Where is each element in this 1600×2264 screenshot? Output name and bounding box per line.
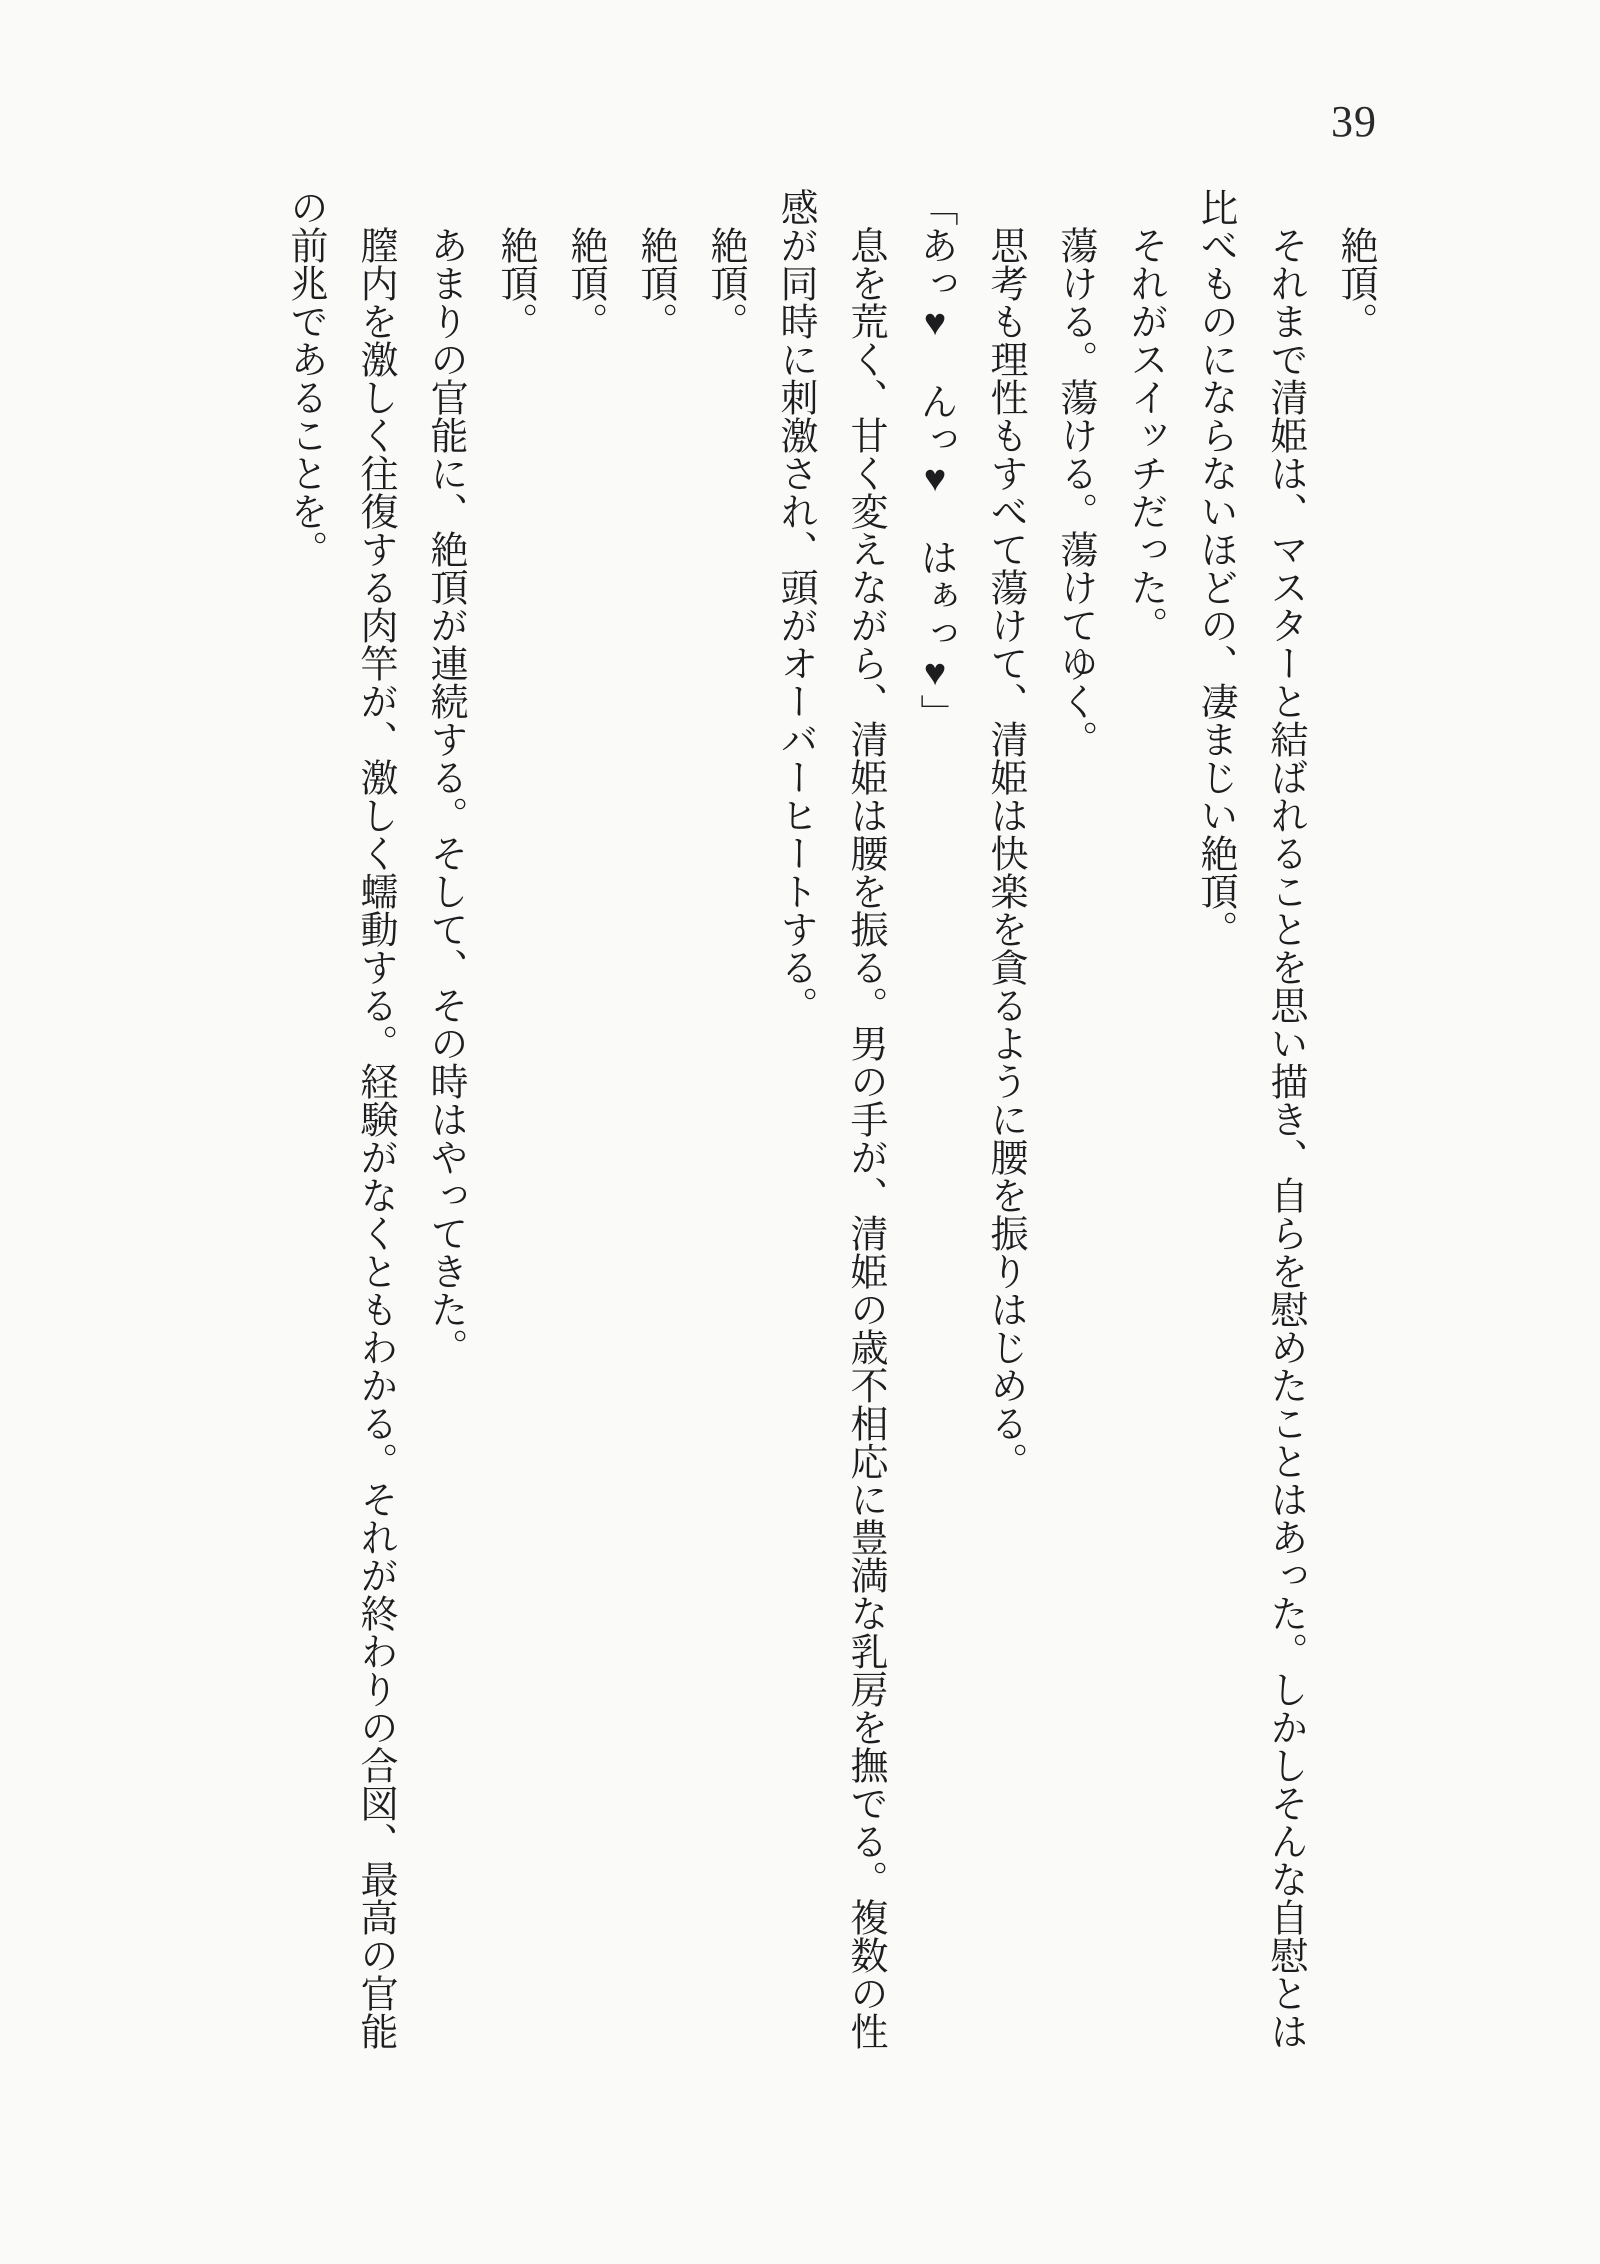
text-column: 絶頂。: [634, 188, 676, 340]
text-column: 絶頂。: [564, 188, 606, 340]
text-column: それまで清姫は、マスターと結ばれることを思い描き、自らを慰めたことはあった。しかしそんな自慰とは: [1264, 188, 1306, 2050]
dialogue-column: 「あっ♥ んっ♥ はぁっ♥」: [914, 188, 956, 732]
text-column: 絶頂。: [1334, 188, 1376, 340]
text-block: [270, 188, 1390, 2118]
text-column: 蕩ける。蕩ける。蕩けてゆく。: [1054, 188, 1096, 758]
text-column: 膣内を激しく往復する肉竿が、激しく蠕動する。経験がなくともわかる。それが終わりの合図、最高の官能: [354, 188, 396, 2050]
text-column: あまりの官能に、絶頂が連続する。そして、その時はやってきた。: [424, 188, 466, 1366]
text-column: の前兆であることを。: [284, 188, 326, 568]
text-column: 比べものにならないほどの、凄まじい絶頂。: [1194, 188, 1236, 948]
text-column: 息を荒く、甘く変えながら、清姫は腰を振る。男の手が、清姫の歳不相応に豊満な乳房を撫でる。複数の性: [844, 188, 886, 2050]
page-number: 39: [1331, 97, 1377, 146]
text-column: 感が同時に刺激され、頭がオーバーヒートする。: [774, 188, 816, 1024]
text-column: 絶頂。: [494, 188, 536, 340]
text-column: 絶頂。: [704, 188, 746, 340]
text-column: それがスイッチだった。: [1124, 188, 1166, 644]
text-column: 思考も理性もすべて蕩けて、清姫は快楽を貪るように腰を振りはじめる。: [984, 188, 1026, 1480]
